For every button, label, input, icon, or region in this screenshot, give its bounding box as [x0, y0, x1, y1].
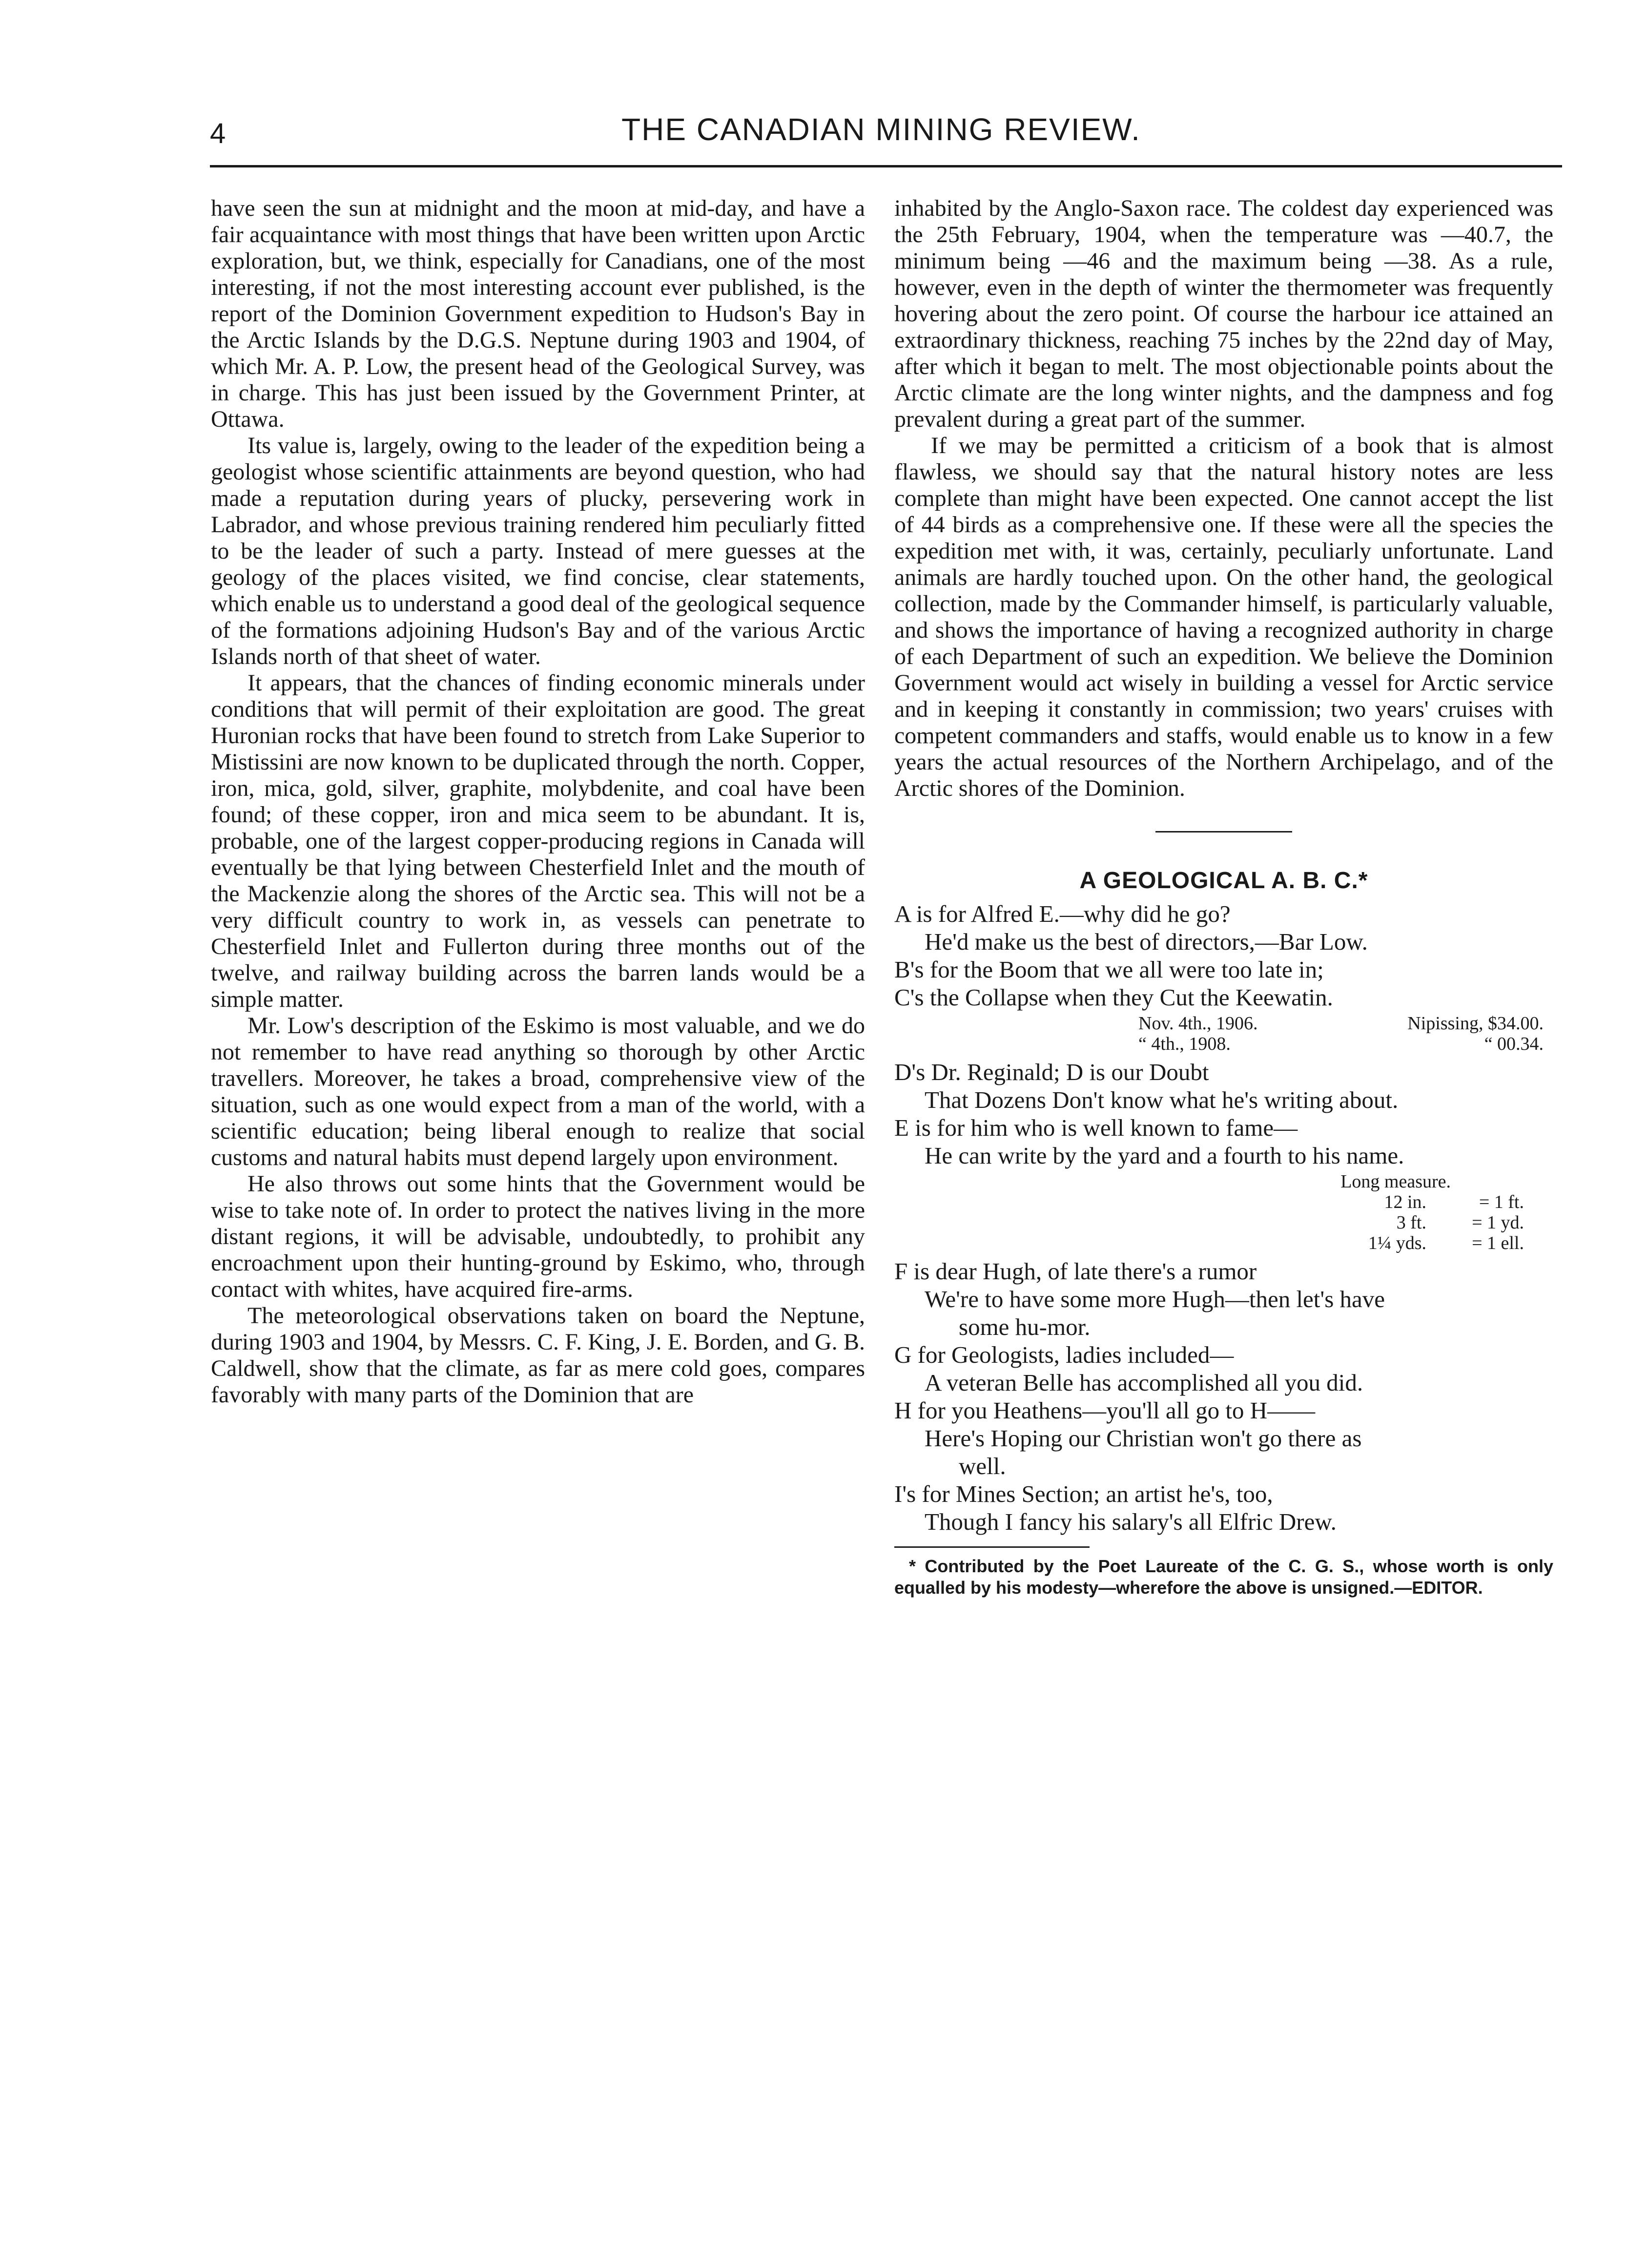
measure-equivalent: = 1 ell.	[1472, 1233, 1524, 1253]
measure-equivalent: = 1 ft.	[1479, 1192, 1524, 1212]
measure-equivalent: = 1 yd.	[1472, 1212, 1524, 1233]
poem-line: A is for Alfred E.—why did he go?	[894, 900, 1231, 927]
stock-note-date: “ 4th., 1908.	[1138, 1034, 1231, 1054]
paragraph: The meteorological observations taken on board the Neptune, during 1903 and 1904, by Messrs. C. F. King, J. E. Borden, and G. B. Caldwell, show that the climate, as far as mere cold goes, compares favorably with many parts of the Dominion that are	[211, 1303, 865, 1408]
poem-line: some hu-mor.	[959, 1313, 1091, 1340]
poem	[894, 900, 1553, 1536]
paragraph: Its value is, largely, owing to the leader of the expedition being a geologist whose scientific attainments are beyond question, who had made a reputation during years of plucky, persevering work in Labrador, and whose previous training rendered him peculiarly fitted to be the leader of such a party. Instead of mere guesses at the geology of the places visited, we find concise, clear statements, which enable us to understand a good deal of the geological sequence of the formations adjoining Hudson's Bay and of the various Arctic Islands north of that sheet of water.	[211, 433, 865, 669]
poem-title: A GEOLOGICAL A. B. C.*	[1079, 868, 1368, 894]
left-column	[211, 195, 865, 1408]
page-header	[205, 111, 1557, 160]
paragraph: Mr. Low's description of the Eskimo is most valuable, and we do not remember to have read anything so thorough by other Arctic travellers. Moreover, he takes a broad, comprehensive view of the situation, such as one would expect from a man of the world, with a scientific education; being liberal enough to realize that social customs and natural habits must depend largely upon environment.	[211, 1013, 865, 1170]
paragraph: inhabited by the Anglo-Saxon race. The coldest day experienced was the 25th February, 1904, when the temperature was —40.7, the minimum being —46 and the maximum being —38. As a rule, however, even in the depth of winter the thermometer was frequently hovering about the zero point. Of course the harbour ice attained an extraordinary thickness, reaching 75 inches by the 22nd day of May, after which it began to melt. The most objectionable points about the Arctic climate are the long winter nights, and the dampness and fog prevalent during a great part of the summer.	[894, 195, 1553, 432]
poem-line: well.	[959, 1453, 1006, 1479]
poem-line: That Dozens Don't know what he's writing about.	[925, 1086, 1399, 1113]
poem-line: I's for Mines Section; an artist he's, too,	[894, 1480, 1273, 1507]
poem-line: H for you Heathens—you'll all go to H——	[894, 1397, 1316, 1424]
journal-title: THE CANADIAN MINING REVIEW.	[621, 112, 1141, 147]
measure-row	[894, 1192, 1553, 1212]
poem-line: A veteran Belle has accomplished all you did.	[925, 1369, 1363, 1396]
measure-quantity: 12 in.	[1384, 1192, 1426, 1212]
poem-line: B's for the Boom that we all were too late in;	[894, 956, 1324, 983]
stock-note-date: Nov. 4th., 1906.	[1138, 1013, 1258, 1034]
paragraph: It appears, that the chances of finding economic minerals under conditions that will permit of their exploitation are good. The great Huronian rocks that have been found to stretch from Lake Superior to Mistissini are now known to be duplicated through the north. Copper, iron, mica, gold, silver, graphite, molybdenite, and coal have been found; of these copper, iron and mica seem to be abundant. It is, probable, one of the largest copper-producing regions in Canada will eventually be that lying between Chesterfield Inlet and the mouth of the Mackenzie along the shores of the Arctic sea. This will not be a very difficult country to work in, as vessels can penetrate to Chesterfield Inlet and Fullerton during three months out of the twelve, and railway building across the barren lands would be a simple matter.	[211, 670, 865, 1012]
poem-line: D's Dr. Reginald; D is our Doubt	[894, 1059, 1209, 1085]
poem-line: He'd make us the best of directors,—Bar Low.	[925, 928, 1368, 955]
measure-row	[894, 1212, 1553, 1233]
footnote: * Contributed by the Poet Laureate of the C. G. S., whose worth is only equalled by his modesty—wherefore the above is unsigned.—EDITOR.	[894, 1556, 1553, 1598]
poem-line: E is for him who is well known to fame—	[894, 1114, 1298, 1141]
right-column	[894, 195, 1553, 1599]
poem-line: G for Geologists, ladies included—	[894, 1341, 1234, 1368]
footnote-rule	[894, 1546, 1090, 1548]
poem-line: We're to have some more Hugh—then let's have	[925, 1286, 1385, 1312]
measure-row	[894, 1233, 1553, 1253]
poem-line: Here's Hoping our Christian won't go there as	[925, 1425, 1362, 1452]
poem-line: F is dear Hugh, of late there's a rumor	[894, 1258, 1257, 1285]
poem-line: Though I fancy his salary's all Elfric Drew.	[925, 1508, 1337, 1535]
poem-line: He can write by the yard and a fourth to his name.	[925, 1142, 1404, 1169]
stock-note-price: Nipissing, $34.00.	[1407, 1013, 1544, 1034]
measure-quantity: 1¼ yds.	[1368, 1233, 1426, 1253]
paragraph: He also throws out some hints that the Government would be wise to take note of. In order to protect the natives living in the more distant regions, it will be advisable, undoubtedly, to prohibit any encroachment upon their hunting-ground by Eskimo, who, through contact with whites, have acquired fire-arms.	[211, 1171, 865, 1302]
poem-line: C's the Collapse when they Cut the Keewatin.	[894, 984, 1333, 1011]
stock-note-price: “ 00.34.	[1484, 1034, 1544, 1054]
section-divider	[1155, 831, 1292, 832]
stock-note-row	[894, 1034, 1553, 1054]
page-number: 4	[210, 118, 226, 149]
stock-note-row	[894, 1013, 1553, 1034]
header-rule	[210, 165, 1562, 167]
paragraph: have seen the sun at midnight and the moon at mid-day, and have a fair acquaintance with most things that have been written upon Arctic exploration, but, we think, especially for Canadians, one of the most interesting, if not the most interesting account ever published, is the report of the Dominion Government expedition to Hudson's Bay in the Arctic Islands by the D.G.S. Neptune during 1903 and 1904, of which Mr. A. P. Low, the present head of the Geological Survey, was in charge. This has just been issued by the Government Printer, at Ottawa.	[211, 195, 865, 432]
measure-quantity: 3 ft.	[1396, 1212, 1426, 1233]
long-measure-heading	[894, 1171, 1553, 1192]
long-measure-table	[894, 1171, 1553, 1253]
paragraph: If we may be permitted a criticism of a book that is almost flawless, we should say that the natural history notes are less complete than might have been expected. One cannot accept the list of 44 birds as a comprehensive one. If these were all the species the expedition met with, it was, certainly, peculiarly unfortunate. Land animals are hardly touched upon. On the other hand, the geological collection, made by the Commander himself, is particularly valuable, and shows the importance of having a recognized authority in charge of each Department of such an expedition. We believe the Dominion Government would act wisely in building a vessel for Arctic service and in keeping it constantly in commission; two years' cruises with competent commanders and staffs, would enable us to know in a few years the actual resources of the Northern Archipelago, and of the Arctic shores of the Dominion.	[894, 433, 1553, 801]
long-measure-title: Long measure.	[1340, 1171, 1451, 1192]
nipissing-stock-note	[894, 1013, 1553, 1054]
